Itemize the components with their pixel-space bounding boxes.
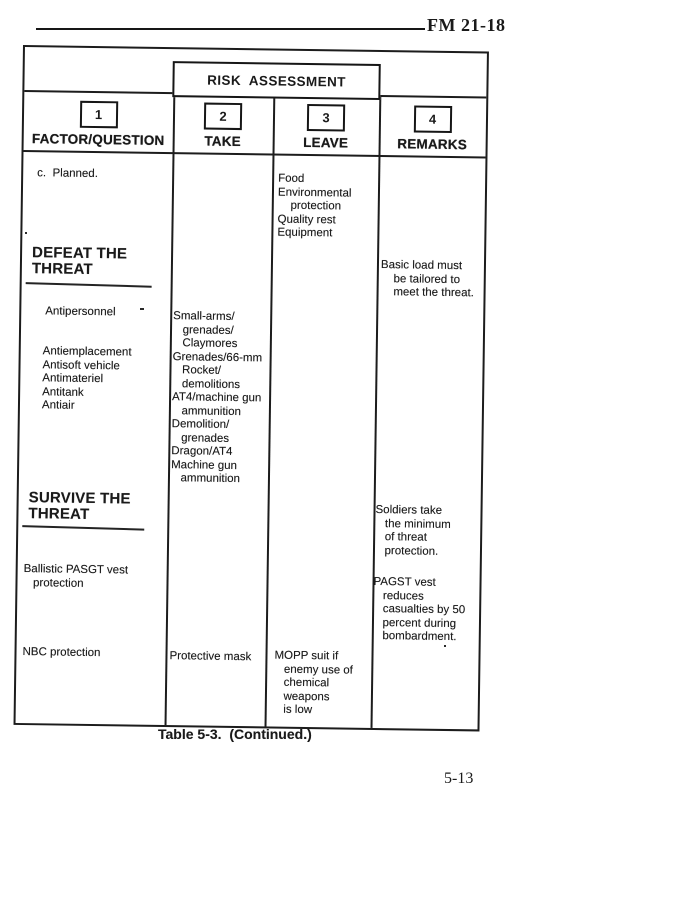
cell-remarks-soldiers-take: Soldiers take the minimum of threat protection.	[374, 503, 451, 558]
header-rule	[36, 28, 425, 30]
cell-remarks-basic-load: Basic load must be tailored to meet the threat.	[380, 259, 474, 300]
cell-leave-comfort-items: Food Environmental protection Quality rest Equipment	[277, 172, 352, 240]
column-label-remarks: REMARKS	[397, 136, 468, 153]
column-header-leave	[273, 95, 380, 154]
cell-factor-nbc-protection: NBC protection	[22, 646, 101, 660]
column-divider-2	[265, 94, 276, 727]
cell-factor-ballistic-vest: Ballistic PASGT vest protection	[23, 563, 129, 590]
column-header-take	[173, 94, 274, 153]
scan-speckle	[444, 645, 446, 647]
scan-speckle	[140, 308, 144, 310]
cell-take-protective-mask: Protective mask	[169, 650, 252, 664]
section-heading-survive-the-threat: SURVIVE THE THREAT	[28, 489, 131, 523]
column-header-factor-question	[24, 92, 174, 152]
cell-leave-mopp-suit: MOPP suit if enemy use of chemical weapons is low	[273, 649, 354, 717]
section-heading-defeat-the-threat: DEFEAT THE THREAT	[31, 244, 128, 278]
column-label-take: TAKE	[204, 133, 242, 150]
column-number-box-1: 1	[79, 101, 117, 129]
cell-take-weapons-list: Small-arms/ grenades/ Claymores Grenades/66-mm Rocket/ demolitions AT4/machine gun ammunition Demolition/ grenades Dragon/AT4 Machine gun ammunition	[170, 310, 263, 486]
cell-remarks-pagst-vest: PAGST vest reduces casualties by 50 percent during bombardment.	[372, 575, 466, 644]
table-caption: Table 5-3. (Continued.)	[158, 726, 312, 742]
scan-speckle	[25, 232, 27, 234]
doc-reference: FM 21-18	[427, 15, 506, 35]
cell-factor-anti-list: Antiemplacement Antisoft vehicle Antimateriel Antitank Antiair	[41, 345, 132, 412]
column-header-remarks	[378, 97, 486, 156]
defeat-heading-underline	[26, 282, 152, 288]
risk-assessment-table	[14, 45, 489, 731]
cell-factor-antipersonnel: Antipersonnel	[45, 305, 116, 319]
column-number-box-4: 4	[413, 105, 451, 133]
column-label-leave: LEAVE	[303, 134, 349, 151]
column-label-factor-question: FACTOR/QUESTION	[31, 131, 165, 148]
cell-factor-planned: c. Planned.	[37, 167, 99, 181]
page-number: 5-13	[444, 770, 474, 787]
risk-assessment-title: RISK ASSESSMENT	[172, 61, 380, 100]
survive-heading-underline	[22, 525, 144, 530]
column-number-box-3: 3	[307, 104, 345, 132]
column-number-box-2: 2	[204, 103, 242, 131]
